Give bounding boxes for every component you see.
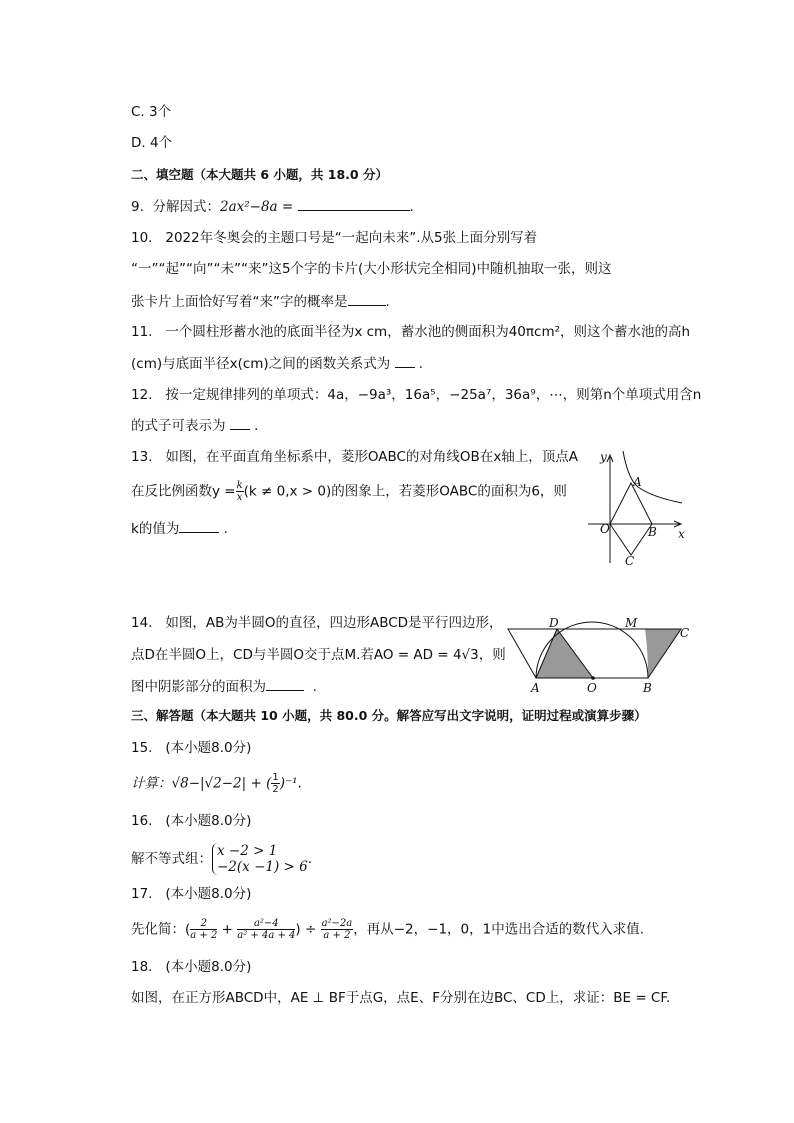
question-17-body [131, 918, 644, 941]
score-note: (本小题8.0分) [165, 959, 252, 975]
question-text: k的值为 [131, 521, 180, 537]
question-number: 17. [131, 886, 153, 902]
option-d: D. 4个 [131, 135, 173, 151]
label-a: A [633, 475, 642, 489]
question-text: 分解因式： [152, 199, 220, 215]
question-number: 16. [131, 813, 153, 829]
question-text: 如图，在平面直角坐标系中，菱形OABC的对角线OB在x轴上，顶点A [165, 449, 579, 465]
question-number: 9. [131, 199, 144, 215]
inequality-1: x −2 > 1 [217, 843, 278, 859]
fraction-3: $\frac{\text{a²−2a}}{a + 2}$ [321, 918, 353, 941]
label-d: D [549, 616, 559, 630]
rhombus-oabc [610, 483, 652, 555]
answer-blank[interactable] [348, 291, 386, 306]
period: . [223, 521, 228, 537]
question-16-body [131, 840, 312, 878]
question-14-line-3 [131, 676, 317, 697]
divide-sign: ) ÷ [295, 921, 317, 938]
option-c: C. 3个 [131, 104, 172, 120]
question-13-line-2 [131, 480, 567, 503]
question-18-header [131, 957, 251, 977]
period: . [254, 418, 259, 434]
period: . [409, 199, 414, 215]
question-text: 2022年冬奥会的主题口号是“一起向未来”.从5张上面分别写着 [165, 230, 538, 246]
question-11-line-1 [131, 322, 690, 342]
question-text: 张卡片上面恰好写着“来”字的概率是 [131, 294, 348, 310]
answer-blank[interactable] [230, 415, 250, 430]
label-o: O [587, 681, 597, 694]
period: . [312, 679, 317, 695]
semicircle-parallelogram-figure [503, 612, 698, 694]
fraction-1: $\frac{2}{a + 2}$ [190, 918, 218, 941]
question-9 [131, 196, 414, 217]
label-y: y [600, 450, 607, 464]
label-a: A [531, 681, 540, 694]
score-note: (本小题8.0分) [165, 886, 252, 902]
math-expression: 2ax²−8a = [219, 199, 294, 215]
question-number: 10. [131, 230, 153, 246]
question-15-header [131, 738, 251, 758]
question-text: ，再从−2，−1，0，1中选出合适的数代入求值. [353, 921, 645, 938]
question-17-header [131, 884, 251, 904]
question-15-body [131, 772, 302, 795]
question-13-line-1 [131, 447, 578, 467]
shaded-triangle [536, 629, 593, 678]
question-text: 如图，AB为半圆O的直径，四边形ABCD是平行四边形， [165, 615, 503, 631]
question-text: 一个圆柱形蓄水池的底面半径为x cm，蓄水池的侧面积为40πcm²，则这个蓄水池的高h [165, 324, 691, 340]
section-3-title: 三、解答题（本大题共 10 小题，共 80.0 分。解答应写出文字说明，证明过程或演算步骤） [131, 708, 647, 723]
score-note: (本小题8.0分) [165, 740, 252, 756]
score-note: (本小题8.0分) [165, 813, 252, 829]
label-o: O [600, 522, 610, 536]
label-x: x [678, 527, 685, 541]
fraction-k-over-x: $\frac{k}{x}$ [236, 480, 243, 503]
question-number: 12. [131, 387, 153, 403]
label-b: B [648, 525, 657, 539]
answer-blank[interactable] [298, 196, 410, 211]
math-expression: )⁻¹. [279, 775, 302, 792]
question-number: 11. [131, 324, 153, 340]
period: . [307, 851, 313, 867]
label-c: C [625, 554, 635, 567]
question-text: 在反比例函数y = [131, 483, 236, 500]
hyperbola-curve [623, 451, 682, 503]
question-text: (cm)与底面半径x(cm)之间的函数关系式为 [131, 356, 391, 372]
answer-blank[interactable] [395, 353, 415, 368]
question-number: 13. [131, 449, 153, 465]
answer-blank[interactable] [266, 676, 304, 691]
question-14-line-1 [131, 613, 503, 633]
period: . [385, 294, 390, 310]
section-2-title: 二、填空题（本大题共 6 小题，共 18.0 分） [131, 167, 388, 182]
label-b: B [643, 681, 652, 694]
question-text: 图中阴影部分的面积为 [131, 679, 266, 695]
fraction-2: $\frac{\text{a²−4}}{\text{a² + 4a + 4}}$ [237, 918, 296, 941]
question-text: 按一定规律排列的单项式：4a，−9a³，16a⁵，−25a⁷，36a⁹，⋯，则第n个单项式用含n [165, 387, 702, 403]
label-m: M [625, 616, 638, 630]
inequality-system [212, 843, 308, 875]
question-12-line-1 [131, 385, 701, 405]
question-11-line-2 [131, 353, 423, 374]
question-number: 14. [131, 615, 153, 631]
question-10-line-3 [131, 291, 390, 312]
math-expression: 计算：√8−|√2−2| + ( [131, 775, 272, 792]
inequality-2: −2(x −1) > 6 [217, 859, 308, 875]
center-o-dot [591, 676, 595, 680]
fraction-one-half: $\frac{1}{2}$ [272, 772, 279, 795]
question-number: 18. [131, 959, 153, 975]
question-text: 的式子可表示为 [131, 418, 226, 434]
period: . [418, 356, 424, 372]
label-c: C [680, 626, 690, 640]
question-10-line-1 [131, 228, 537, 248]
plus-sign: + [221, 921, 233, 938]
question-18-body: 如图，在正方形ABCD中，AE ⊥ BF于点G，点E、F分别在边BC、CD上，求证：BE = CF. [131, 990, 671, 1006]
question-text: 先化简：( [131, 921, 191, 938]
question-10-line-2: “一”“起”“向”“未”“来”这5个字的卡片(大小形状完全相同)中随机抽取一张，则这 [131, 261, 612, 277]
question-number: 15. [131, 740, 153, 756]
question-14-line-2: 点D在半圆O上，CD与半圆O交于点M.若AO = AD = 4√3，则 [131, 647, 506, 663]
question-text: (k ≠ 0,x > 0)的图象上，若菱形OABC的面积为6，则 [243, 483, 567, 500]
question-12-line-2 [131, 415, 258, 436]
question-text: 解不等式组： [131, 851, 212, 867]
question-16-header [131, 811, 251, 831]
rhombus-hyperbola-figure [580, 445, 692, 567]
question-13-line-3 [131, 518, 228, 539]
answer-blank[interactable] [179, 518, 219, 533]
